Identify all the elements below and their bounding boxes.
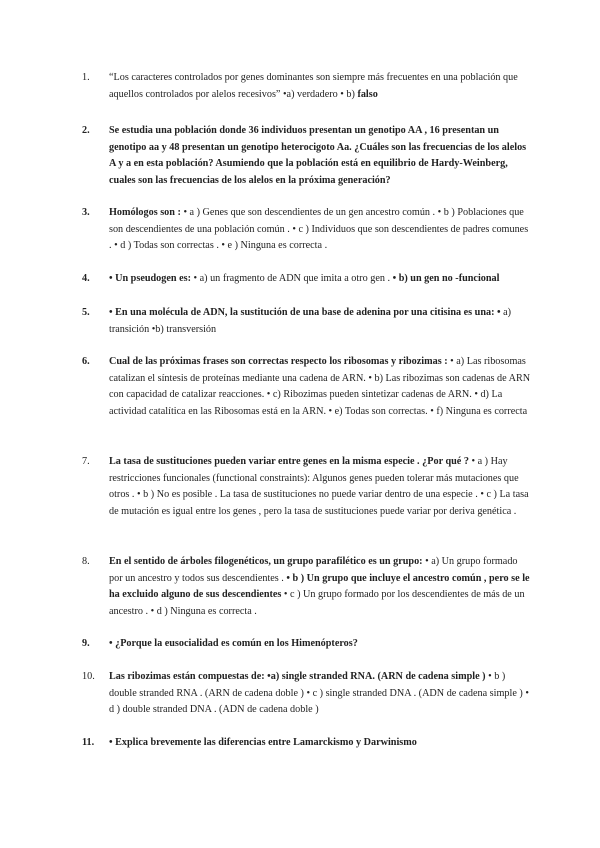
- question-text-part: • b ) double stranded RNA . (ARN de cadena doble ) • c ) single stranded DNA . (ADN de cadena simple ) • d ) double stranded DNA . (ADN de cadena doble ): [109, 671, 529, 716]
- question-number: 8.: [82, 556, 90, 567]
- answer-highlight: falso: [357, 88, 378, 100]
- question-number: 7.: [82, 456, 90, 467]
- question-text: [109, 123, 532, 189]
- question-text-part: • ¿Porque la eusocialidad es común en los Himenópteros?: [109, 638, 358, 649]
- question-text: [109, 70, 532, 103]
- question-text: [109, 636, 532, 653]
- question-text-part: • Un pseudogen es:: [109, 273, 194, 284]
- answer-highlight: Las ribozimas están compuestas de: •a) single stranded RNA. (ARN de cadena simple ): [109, 671, 489, 682]
- question-text-part: • a ) Hay restricciones funcionales (functional constraints): Algunos genes pueden tolerar más mutaciones que otros .: [109, 456, 519, 501]
- question-number: 6.: [82, 356, 90, 367]
- question-text-part: En el sentido de árboles filogenéticos, un grupo parafilético es un grupo:: [109, 556, 426, 567]
- answer-highlight: • b) un gen no -funcional: [392, 273, 500, 284]
- question-item: [82, 354, 532, 420]
- question-item: [82, 636, 532, 653]
- question-text-part: Homólogos son :: [109, 207, 184, 218]
- question-text-part: • Explica brevemente las diferencias entre Lamarckismo y Darwinismo: [109, 737, 417, 748]
- question-item: [82, 70, 532, 103]
- question-item: [82, 123, 532, 189]
- question-number: 1.: [82, 72, 90, 83]
- question-text: [109, 205, 532, 255]
- question-text: [109, 354, 532, 420]
- question-item: [82, 669, 532, 719]
- question-text-part: a) transición •b) transversión: [109, 307, 512, 335]
- question-item: [82, 735, 532, 752]
- answer-highlight: • b ) Un grupo que incluye el ancestro común , pero se le ha excluido alguno de sus descendientes: [109, 572, 530, 601]
- question-number: 9.: [82, 638, 90, 649]
- question-text: [109, 271, 532, 288]
- question-text: [109, 735, 532, 752]
- question-number: 2.: [82, 125, 90, 136]
- question-text-part: “Los caracteres controlados por genes dominantes son siempre más frecuentes en una población que aquellos controlados por alelos recesivos” •a) verdadero • b): [109, 72, 518, 100]
- question-text: [109, 669, 532, 719]
- question-number: 3.: [82, 207, 90, 218]
- question-text: [109, 454, 532, 520]
- question-item: [82, 554, 532, 620]
- question-text-part: La tasa de sustituciones pueden variar entre genes en la misma especie . ¿Por qué ?: [109, 456, 472, 467]
- question-text-part: • c ) Un grupo formado por los descendientes de más de un ancestro . • d ) Ninguna es correcta .: [109, 589, 525, 617]
- question-number: 10.: [82, 671, 95, 682]
- question-text-part: • a) Un grupo formado por un ancestro y todos sus descendientes .: [109, 556, 518, 584]
- question-text: [109, 554, 532, 620]
- question-number: 4.: [82, 273, 90, 284]
- question-text-part: • En una molécula de ADN, la sustitución de una base de adenina por una citisina es una: •: [109, 307, 504, 318]
- question-text-part: • a ) Genes que son descendientes de un gen ancestro común . • b ) Poblaciones que son descendientes de una población común . • c ) Individuos que son descendientes de padres comunes . • d ) Todas son correctas . • e ) Ninguna es correcta .: [109, 207, 529, 252]
- question-item: [82, 205, 532, 255]
- question-number: 5.: [82, 307, 90, 318]
- question-item: [82, 454, 532, 520]
- question-number: 11.: [82, 737, 95, 748]
- question-item: [82, 305, 532, 338]
- question-text-part: • a) Las ribosomas catalizan el síntesis de proteínas mediante una cadena de ARN. • b) Las ribozimas son cadenas de ARN con capacidad de catalizar reacciones. • c) Ribozimas pueden sintetizar cadenas de ARN. • d) La actividad catalítica en las Ribosomas está en la ARN. • e) Todas son correctas. • f) Ninguna es correcta: [109, 356, 531, 417]
- question-text-part: Cual de las próximas frases son correctas respecto los ribosomas y ribozimas :: [109, 356, 451, 367]
- question-text-part: • b ) No es posible . La tasa de sustituciones no puede variar dentro de una especie . • c ) La tasa de mutación es igual entre los genes , pero la tasa de sustituciones puede variar por deriva genética .: [109, 489, 529, 517]
- question-text: [109, 305, 532, 338]
- question-text-part: • a) un fragmento de ADN que imita a otro gen .: [193, 273, 393, 284]
- question-item: [82, 271, 532, 288]
- question-text-part: Se estudia una población donde 36 individuos presentan un genotipo AA , 16 presentan un genotipo aa y 48 presentan un genotipo heterocigoto Aa. ¿Cuáles son las frecuencias de los alelos A y a en esta población? Asumiendo que la población está en equilibrio de Hardy-Weinberg, cuales son las frecuencias de los alelos en la próxima generación?: [109, 125, 527, 186]
